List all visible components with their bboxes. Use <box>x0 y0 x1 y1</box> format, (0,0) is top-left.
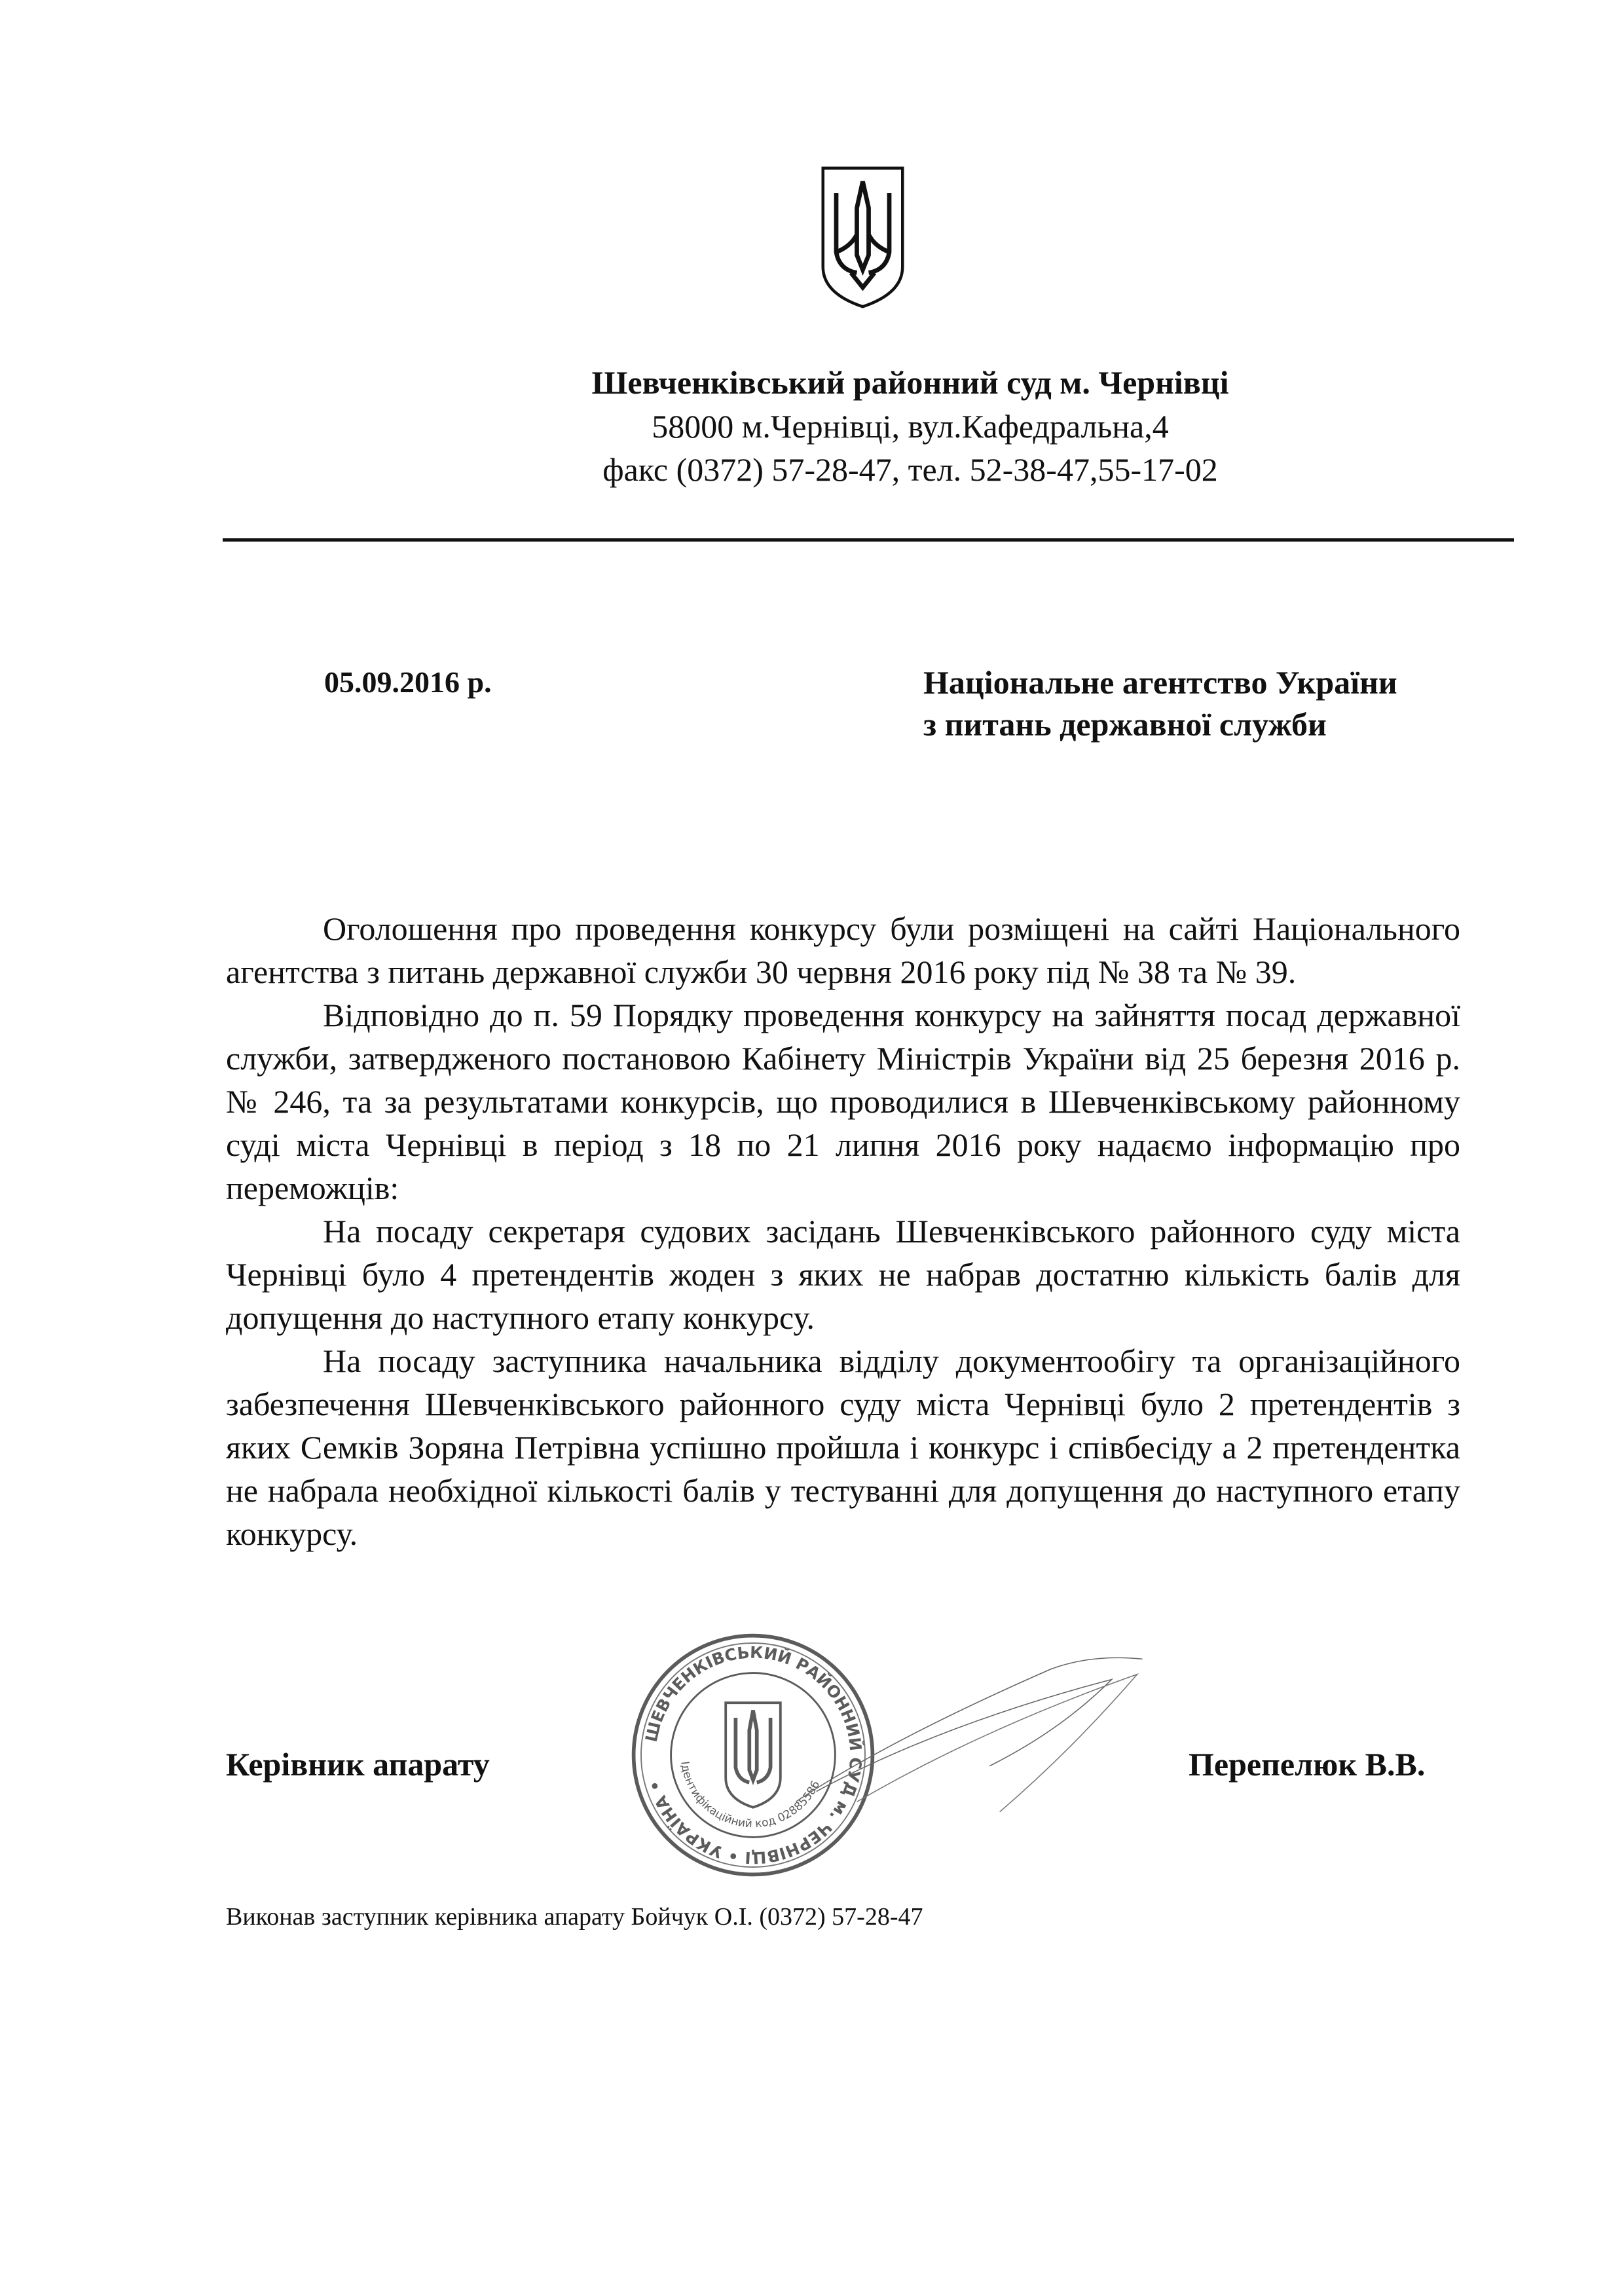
letter-body <box>226 907 1460 1555</box>
paragraph: Оголошення про проведення конкурсу були розміщені на сайті Національного агентства з питань державної служби 30 червня 2016 року під № 38 та № 39. <box>226 910 1460 990</box>
institution-address: 58000 м.Чернівці, вул.Кафедральна,4 <box>652 408 1169 445</box>
paragraph: На посаду секретаря судових засідань Шевченківського районного суду міста Чернівці було 4 претендентів жоден з яких не набрав достатню кількість балів для допущення до наступного етапу конкурсу. <box>226 1213 1460 1336</box>
signatory-name: Перепелюк В.В. <box>1189 1746 1426 1783</box>
institution-contacts: факс (0372) 57-28-47, тел. 52-38-47,55-17-02 <box>602 451 1218 488</box>
svg-text:Ідентифікаційний код 02885586: Ідентифікаційний код 02885586 <box>678 1760 823 1831</box>
svg-text:ШЕВЧЕНКІВСЬКИЙ РАЙОННИЙ СУД м.: ШЕВЧЕНКІВСЬКИЙ РАЙОННИЙ СУД м. ЧЕРНІВЦІ • УКРАЇНА • <box>641 1642 866 1868</box>
recipient <box>923 661 1397 745</box>
prepared-by-note: Виконав заступник керівника апарату Бойчук О.І. (0372) 57-28-47 <box>226 1903 923 1931</box>
institution-name: Шевченківський районний суд м. Чернівці <box>591 364 1229 401</box>
signatory-position: Керівник апарату <box>226 1746 490 1783</box>
recipient-line-1: Національне агентство України <box>923 664 1397 701</box>
handwritten-signature <box>786 1637 1153 1834</box>
letter-date: 05.09.2016 р. <box>324 665 492 699</box>
recipient-line-2: з питань державної служби <box>923 706 1327 743</box>
header-divider <box>223 538 1514 542</box>
coat-of-arms-trident-icon <box>819 164 907 311</box>
paragraph: На посаду заступника начальника відділу документообігу та організаційного забезпечення Шевченківського районного суду міста Чернівці було 2 претендентів з яких Семків Зоряна Петрівна успішно пройшла і конкурс і співбесіду а 2 претендентка не набрала необхідної кількості балів у тестуванні для допущення до наступного етапу конкурсу. <box>226 1342 1460 1552</box>
paragraph: Відповідно до п. 59 Порядку проведення конкурсу на зайняття посад державної служби, затвердженого постановою Кабінету Міністрів України від 25 березня 2016 р. № 246, та за результатами конкурсів, що проводилися в Шевченківському районному суді міста Чернівці в період з 18 по 21 липня 2016 року надаємо інформацію про переможців: <box>226 997 1460 1206</box>
